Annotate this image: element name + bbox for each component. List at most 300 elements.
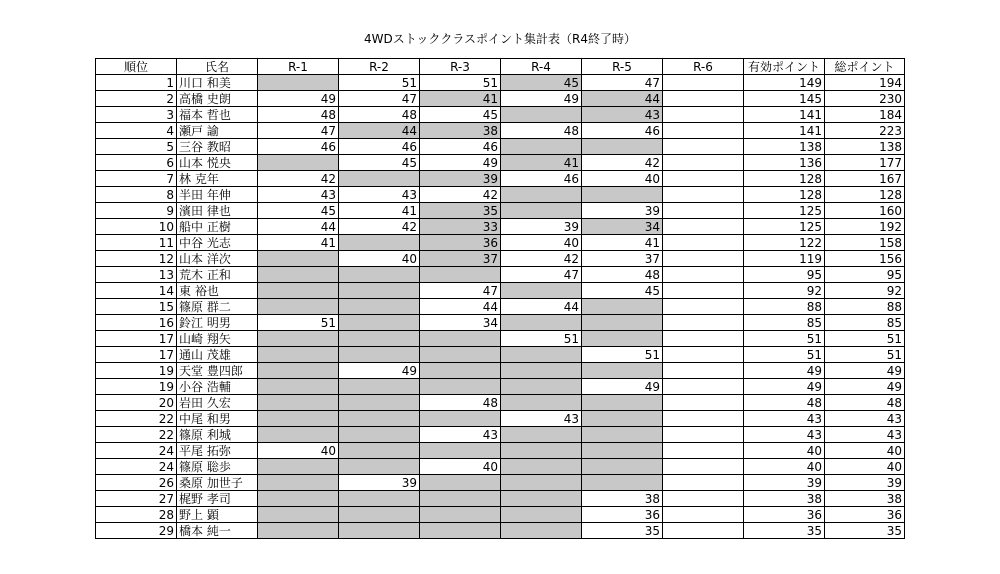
round-6-cell bbox=[663, 155, 744, 171]
effective-points-cell: 40 bbox=[744, 459, 825, 475]
effective-points-cell: 141 bbox=[744, 107, 825, 123]
round-1-cell bbox=[258, 523, 339, 539]
round-3-cell bbox=[420, 411, 501, 427]
table-row bbox=[96, 411, 905, 427]
effective-points-cell: 149 bbox=[744, 75, 825, 91]
total-points-cell: 192 bbox=[825, 219, 905, 235]
rank-cell: 1 bbox=[96, 75, 177, 91]
round-1-cell: 42 bbox=[258, 171, 339, 187]
effective-points-cell: 92 bbox=[744, 283, 825, 299]
effective-points-cell: 49 bbox=[744, 379, 825, 395]
round-3-cell bbox=[420, 331, 501, 347]
round-1-cell bbox=[258, 379, 339, 395]
name-cell: 林 克年 bbox=[177, 171, 258, 187]
name-cell: 中尾 和男 bbox=[177, 411, 258, 427]
round-3-cell bbox=[420, 507, 501, 523]
rank-cell: 11 bbox=[96, 235, 177, 251]
table-row bbox=[96, 427, 905, 443]
round-4-cell bbox=[501, 395, 582, 411]
round-2-cell bbox=[339, 395, 420, 411]
round-5-cell: 45 bbox=[582, 283, 663, 299]
effective-points-cell: 36 bbox=[744, 507, 825, 523]
effective-points-cell: 128 bbox=[744, 187, 825, 203]
round-5-cell: 40 bbox=[582, 171, 663, 187]
total-points-cell: 138 bbox=[825, 139, 905, 155]
table-row bbox=[96, 235, 905, 251]
round-3-cell: 44 bbox=[420, 299, 501, 315]
round-6-cell bbox=[663, 107, 744, 123]
rank-cell: 27 bbox=[96, 491, 177, 507]
round-2-cell: 40 bbox=[339, 251, 420, 267]
round-4-cell: 49 bbox=[501, 91, 582, 107]
round-2-cell bbox=[339, 443, 420, 459]
round-3-cell bbox=[420, 475, 501, 491]
name-cell: 中谷 光志 bbox=[177, 235, 258, 251]
total-points-cell: 36 bbox=[825, 507, 905, 523]
round-3-cell: 39 bbox=[420, 171, 501, 187]
round-6-cell bbox=[663, 187, 744, 203]
round-6-cell bbox=[663, 171, 744, 187]
round-1-cell bbox=[258, 155, 339, 171]
table-row bbox=[96, 331, 905, 347]
round-6-cell bbox=[663, 411, 744, 427]
round-1-cell bbox=[258, 411, 339, 427]
table-row bbox=[96, 395, 905, 411]
table-row bbox=[96, 267, 905, 283]
name-cell: 半田 年伸 bbox=[177, 187, 258, 203]
table-row bbox=[96, 123, 905, 139]
table-row bbox=[96, 187, 905, 203]
table-row bbox=[96, 507, 905, 523]
round-5-cell: 49 bbox=[582, 379, 663, 395]
round-2-cell bbox=[339, 283, 420, 299]
round-1-cell bbox=[258, 427, 339, 443]
header-row bbox=[96, 59, 905, 75]
round-2-cell: 45 bbox=[339, 155, 420, 171]
table-row bbox=[96, 299, 905, 315]
round-6-cell bbox=[663, 283, 744, 299]
name-cell: 梶野 孝司 bbox=[177, 491, 258, 507]
table-row bbox=[96, 283, 905, 299]
points-table bbox=[95, 58, 905, 539]
round-4-cell bbox=[501, 507, 582, 523]
round-6-cell bbox=[663, 235, 744, 251]
round-4-cell bbox=[501, 443, 582, 459]
round-4-cell bbox=[501, 139, 582, 155]
round-1-cell: 46 bbox=[258, 139, 339, 155]
round-4-cell bbox=[501, 427, 582, 443]
effective-points-cell: 43 bbox=[744, 411, 825, 427]
round-3-cell bbox=[420, 267, 501, 283]
round-5-cell: 44 bbox=[582, 91, 663, 107]
round-2-cell bbox=[339, 315, 420, 331]
round-2-cell bbox=[339, 347, 420, 363]
round-1-cell bbox=[258, 331, 339, 347]
total-points-cell: 51 bbox=[825, 331, 905, 347]
total-points-cell: 156 bbox=[825, 251, 905, 267]
total-points-cell: 43 bbox=[825, 411, 905, 427]
rank-cell: 8 bbox=[96, 187, 177, 203]
round-2-cell bbox=[339, 299, 420, 315]
round-2-cell: 41 bbox=[339, 203, 420, 219]
round-5-cell: 34 bbox=[582, 219, 663, 235]
total-points-cell: 223 bbox=[825, 123, 905, 139]
name-cell: 船中 正樹 bbox=[177, 219, 258, 235]
column-header-name: 氏名 bbox=[177, 59, 258, 75]
name-cell: 篠原 群二 bbox=[177, 299, 258, 315]
round-4-cell bbox=[501, 523, 582, 539]
round-6-cell bbox=[663, 443, 744, 459]
round-1-cell bbox=[258, 251, 339, 267]
round-3-cell: 34 bbox=[420, 315, 501, 331]
total-points-cell: 85 bbox=[825, 315, 905, 331]
round-2-cell bbox=[339, 427, 420, 443]
rank-cell: 26 bbox=[96, 475, 177, 491]
round-2-cell: 42 bbox=[339, 219, 420, 235]
total-points-cell: 95 bbox=[825, 267, 905, 283]
round-5-cell: 41 bbox=[582, 235, 663, 251]
round-2-cell bbox=[339, 331, 420, 347]
round-1-cell: 41 bbox=[258, 235, 339, 251]
round-2-cell bbox=[339, 491, 420, 507]
round-6-cell bbox=[663, 331, 744, 347]
round-5-cell bbox=[582, 299, 663, 315]
round-4-cell: 43 bbox=[501, 411, 582, 427]
round-3-cell: 42 bbox=[420, 187, 501, 203]
table-row bbox=[96, 203, 905, 219]
name-cell: 山本 悦央 bbox=[177, 155, 258, 171]
total-points-cell: 128 bbox=[825, 187, 905, 203]
round-6-cell bbox=[663, 459, 744, 475]
table-row bbox=[96, 379, 905, 395]
effective-points-cell: 85 bbox=[744, 315, 825, 331]
round-3-cell bbox=[420, 363, 501, 379]
round-2-cell bbox=[339, 379, 420, 395]
name-cell: 桑原 加世子 bbox=[177, 475, 258, 491]
name-cell: 篠原 利城 bbox=[177, 427, 258, 443]
round-4-cell bbox=[501, 187, 582, 203]
round-4-cell bbox=[501, 203, 582, 219]
round-6-cell bbox=[663, 363, 744, 379]
name-cell: 荒木 正和 bbox=[177, 267, 258, 283]
round-6-cell bbox=[663, 91, 744, 107]
round-1-cell: 47 bbox=[258, 123, 339, 139]
effective-points-cell: 141 bbox=[744, 123, 825, 139]
round-3-cell: 51 bbox=[420, 75, 501, 91]
round-5-cell: 46 bbox=[582, 123, 663, 139]
round-5-cell: 51 bbox=[582, 347, 663, 363]
effective-points-cell: 88 bbox=[744, 299, 825, 315]
round-4-cell: 51 bbox=[501, 331, 582, 347]
effective-points-cell: 48 bbox=[744, 395, 825, 411]
round-3-cell bbox=[420, 379, 501, 395]
rank-cell: 13 bbox=[96, 267, 177, 283]
round-2-cell bbox=[339, 507, 420, 523]
round-6-cell bbox=[663, 395, 744, 411]
round-4-cell bbox=[501, 315, 582, 331]
name-cell: 高橋 史朗 bbox=[177, 91, 258, 107]
rank-cell: 24 bbox=[96, 443, 177, 459]
column-header-total-points: 総ポイント bbox=[825, 59, 905, 75]
effective-points-cell: 136 bbox=[744, 155, 825, 171]
round-3-cell: 41 bbox=[420, 91, 501, 107]
round-3-cell: 35 bbox=[420, 203, 501, 219]
round-5-cell bbox=[582, 315, 663, 331]
effective-points-cell: 128 bbox=[744, 171, 825, 187]
round-1-cell bbox=[258, 395, 339, 411]
rank-cell: 16 bbox=[96, 315, 177, 331]
round-1-cell: 51 bbox=[258, 315, 339, 331]
round-4-cell: 46 bbox=[501, 171, 582, 187]
table-row bbox=[96, 139, 905, 155]
round-2-cell: 48 bbox=[339, 107, 420, 123]
round-1-cell bbox=[258, 459, 339, 475]
round-4-cell bbox=[501, 347, 582, 363]
effective-points-cell: 122 bbox=[744, 235, 825, 251]
total-points-cell: 167 bbox=[825, 171, 905, 187]
round-4-cell: 48 bbox=[501, 123, 582, 139]
round-4-cell bbox=[501, 491, 582, 507]
round-1-cell bbox=[258, 299, 339, 315]
total-points-cell: 177 bbox=[825, 155, 905, 171]
round-1-cell bbox=[258, 491, 339, 507]
name-cell: 橋本 純一 bbox=[177, 523, 258, 539]
rank-cell: 28 bbox=[96, 507, 177, 523]
round-1-cell: 43 bbox=[258, 187, 339, 203]
effective-points-cell: 35 bbox=[744, 523, 825, 539]
round-6-cell bbox=[663, 219, 744, 235]
round-3-cell: 45 bbox=[420, 107, 501, 123]
round-2-cell: 44 bbox=[339, 123, 420, 139]
round-6-cell bbox=[663, 347, 744, 363]
round-6-cell bbox=[663, 123, 744, 139]
round-5-cell: 42 bbox=[582, 155, 663, 171]
rank-cell: 9 bbox=[96, 203, 177, 219]
round-5-cell: 35 bbox=[582, 523, 663, 539]
round-1-cell bbox=[258, 347, 339, 363]
round-3-cell: 36 bbox=[420, 235, 501, 251]
round-3-cell: 49 bbox=[420, 155, 501, 171]
name-cell: 瀬戸 諭 bbox=[177, 123, 258, 139]
total-points-cell: 158 bbox=[825, 235, 905, 251]
table-row bbox=[96, 475, 905, 491]
total-points-cell: 160 bbox=[825, 203, 905, 219]
round-3-cell: 48 bbox=[420, 395, 501, 411]
column-header-rank: 順位 bbox=[96, 59, 177, 75]
table-row bbox=[96, 443, 905, 459]
column-header-r4: R-4 bbox=[501, 59, 582, 75]
round-1-cell bbox=[258, 363, 339, 379]
round-4-cell: 42 bbox=[501, 251, 582, 267]
round-6-cell bbox=[663, 523, 744, 539]
round-6-cell bbox=[663, 299, 744, 315]
total-points-cell: 40 bbox=[825, 459, 905, 475]
table-row bbox=[96, 91, 905, 107]
round-4-cell: 45 bbox=[501, 75, 582, 91]
name-cell: 山本 洋次 bbox=[177, 251, 258, 267]
table-row bbox=[96, 155, 905, 171]
round-3-cell: 46 bbox=[420, 139, 501, 155]
name-cell: 福本 哲也 bbox=[177, 107, 258, 123]
column-header-r6: R-6 bbox=[663, 59, 744, 75]
column-header-r1: R-1 bbox=[258, 59, 339, 75]
round-2-cell: 39 bbox=[339, 475, 420, 491]
name-cell: 三谷 教昭 bbox=[177, 139, 258, 155]
name-cell: 天堂 豊四郎 bbox=[177, 363, 258, 379]
rank-cell: 14 bbox=[96, 283, 177, 299]
round-1-cell: 45 bbox=[258, 203, 339, 219]
effective-points-cell: 138 bbox=[744, 139, 825, 155]
rank-cell: 29 bbox=[96, 523, 177, 539]
rank-cell: 6 bbox=[96, 155, 177, 171]
rank-cell: 3 bbox=[96, 107, 177, 123]
round-5-cell: 43 bbox=[582, 107, 663, 123]
rank-cell: 19 bbox=[96, 379, 177, 395]
round-4-cell bbox=[501, 475, 582, 491]
effective-points-cell: 51 bbox=[744, 347, 825, 363]
round-4-cell: 44 bbox=[501, 299, 582, 315]
round-6-cell bbox=[663, 491, 744, 507]
rank-cell: 17 bbox=[96, 331, 177, 347]
round-5-cell bbox=[582, 395, 663, 411]
table-row bbox=[96, 363, 905, 379]
round-6-cell bbox=[663, 315, 744, 331]
round-2-cell bbox=[339, 235, 420, 251]
round-6-cell bbox=[663, 203, 744, 219]
round-5-cell: 48 bbox=[582, 267, 663, 283]
round-1-cell bbox=[258, 507, 339, 523]
round-6-cell bbox=[663, 267, 744, 283]
round-5-cell: 39 bbox=[582, 203, 663, 219]
table-row bbox=[96, 491, 905, 507]
sheet-title: 4WDストッククラスポイント集計表（R4終了時） bbox=[364, 32, 636, 46]
column-header-r5: R-5 bbox=[582, 59, 663, 75]
effective-points-cell: 125 bbox=[744, 219, 825, 235]
round-2-cell: 46 bbox=[339, 139, 420, 155]
round-5-cell bbox=[582, 427, 663, 443]
total-points-cell: 38 bbox=[825, 491, 905, 507]
round-5-cell bbox=[582, 331, 663, 347]
round-1-cell bbox=[258, 267, 339, 283]
round-2-cell bbox=[339, 171, 420, 187]
round-4-cell bbox=[501, 379, 582, 395]
total-points-cell: 49 bbox=[825, 363, 905, 379]
total-points-cell: 35 bbox=[825, 523, 905, 539]
table-row bbox=[96, 523, 905, 539]
round-6-cell bbox=[663, 507, 744, 523]
rank-cell: 22 bbox=[96, 411, 177, 427]
round-3-cell: 38 bbox=[420, 123, 501, 139]
round-1-cell bbox=[258, 283, 339, 299]
total-points-cell: 88 bbox=[825, 299, 905, 315]
total-points-cell: 230 bbox=[825, 91, 905, 107]
round-3-cell: 40 bbox=[420, 459, 501, 475]
round-4-cell bbox=[501, 283, 582, 299]
total-points-cell: 51 bbox=[825, 347, 905, 363]
round-3-cell bbox=[420, 491, 501, 507]
effective-points-cell: 39 bbox=[744, 475, 825, 491]
round-1-cell: 40 bbox=[258, 443, 339, 459]
round-3-cell: 47 bbox=[420, 283, 501, 299]
name-cell: 野上 顕 bbox=[177, 507, 258, 523]
rank-cell: 4 bbox=[96, 123, 177, 139]
round-5-cell: 36 bbox=[582, 507, 663, 523]
table-row bbox=[96, 171, 905, 187]
table-row bbox=[96, 251, 905, 267]
round-5-cell bbox=[582, 459, 663, 475]
rank-cell: 15 bbox=[96, 299, 177, 315]
round-3-cell: 33 bbox=[420, 219, 501, 235]
total-points-cell: 48 bbox=[825, 395, 905, 411]
table-row bbox=[96, 347, 905, 363]
round-4-cell: 39 bbox=[501, 219, 582, 235]
round-5-cell bbox=[582, 187, 663, 203]
round-6-cell bbox=[663, 427, 744, 443]
round-5-cell bbox=[582, 475, 663, 491]
column-header-effective-points: 有効ポイント bbox=[744, 59, 825, 75]
round-6-cell bbox=[663, 379, 744, 395]
round-5-cell: 37 bbox=[582, 251, 663, 267]
table-row bbox=[96, 219, 905, 235]
total-points-cell: 39 bbox=[825, 475, 905, 491]
rank-cell: 19 bbox=[96, 363, 177, 379]
round-5-cell bbox=[582, 363, 663, 379]
round-1-cell bbox=[258, 475, 339, 491]
round-5-cell: 38 bbox=[582, 491, 663, 507]
round-6-cell bbox=[663, 251, 744, 267]
round-6-cell bbox=[663, 475, 744, 491]
effective-points-cell: 145 bbox=[744, 91, 825, 107]
rank-cell: 12 bbox=[96, 251, 177, 267]
round-1-cell: 49 bbox=[258, 91, 339, 107]
rank-cell: 2 bbox=[96, 91, 177, 107]
effective-points-cell: 125 bbox=[744, 203, 825, 219]
round-1-cell: 44 bbox=[258, 219, 339, 235]
round-1-cell: 48 bbox=[258, 107, 339, 123]
round-2-cell bbox=[339, 267, 420, 283]
round-3-cell: 37 bbox=[420, 251, 501, 267]
rank-cell: 20 bbox=[96, 395, 177, 411]
name-cell: 小谷 浩輔 bbox=[177, 379, 258, 395]
name-cell: 鈴江 明男 bbox=[177, 315, 258, 331]
effective-points-cell: 95 bbox=[744, 267, 825, 283]
round-2-cell bbox=[339, 523, 420, 539]
table-body bbox=[96, 75, 905, 539]
name-cell: 山崎 翔矢 bbox=[177, 331, 258, 347]
rank-cell: 7 bbox=[96, 171, 177, 187]
round-4-cell bbox=[501, 459, 582, 475]
round-2-cell: 43 bbox=[339, 187, 420, 203]
total-points-cell: 92 bbox=[825, 283, 905, 299]
total-points-cell: 40 bbox=[825, 443, 905, 459]
total-points-cell: 43 bbox=[825, 427, 905, 443]
round-4-cell: 41 bbox=[501, 155, 582, 171]
rank-cell: 22 bbox=[96, 427, 177, 443]
rank-cell: 17 bbox=[96, 347, 177, 363]
table-row bbox=[96, 459, 905, 475]
total-points-cell: 194 bbox=[825, 75, 905, 91]
round-3-cell bbox=[420, 443, 501, 459]
table-row bbox=[96, 107, 905, 123]
round-2-cell bbox=[339, 459, 420, 475]
total-points-cell: 184 bbox=[825, 107, 905, 123]
round-5-cell bbox=[582, 443, 663, 459]
round-2-cell: 51 bbox=[339, 75, 420, 91]
table-row bbox=[96, 315, 905, 331]
name-cell: 岩田 久宏 bbox=[177, 395, 258, 411]
round-5-cell bbox=[582, 139, 663, 155]
rank-cell: 5 bbox=[96, 139, 177, 155]
